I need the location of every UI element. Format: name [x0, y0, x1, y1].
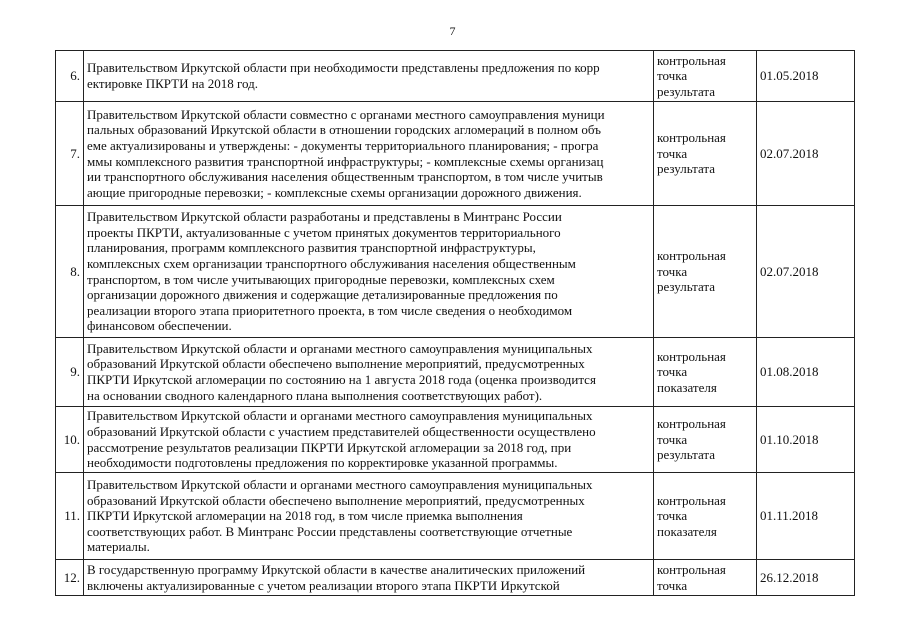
row-description: Правительством Иркутской области и органами местного самоуправления муниципальных образований Иркутской области обеспечено выполнение мероприятий, предусмотренных ПКРТИ Иркутской агломерации на 2018 год, в том числе приемка выполнения соответствующих работ. В Минтранс России представлены соответствующие отчетные материалы.	[84, 473, 654, 560]
table-row	[56, 51, 855, 102]
row-type: контрольная точка результата	[654, 102, 757, 206]
table-row	[56, 560, 855, 596]
row-description: Правительством Иркутской области совместно с органами местного самоуправления муници пальных образований Иркутской области в отношении городских агломераций в полном объ еме актуализированы и утверждены: - документы территориального планирования; - програ ммы комплексного развития транспортной инфраструктуры; - комплексные схемы организац ии транспортного обслуживания населения общественным транспортом, в том числе учитыв ающие пригородные перевозки; - комплексные схемы организации дорожного движения.	[84, 102, 654, 206]
row-date: 01.05.2018	[757, 51, 855, 102]
row-description: В государственную программу Иркутской области в качестве аналитических приложений включены актуализированные с учетом реализации второго этапа ПКРТИ Иркутской	[84, 560, 654, 596]
row-description: Правительством Иркутской области и органами местного самоуправления муниципальных образований Иркутской области с участием представителей общественности осуществлено рассмотрение результатов реализации ПКРТИ Иркутской агломерации за 2018 год, при необходимости подготовлены предложения по корректировке указанной программы.	[84, 407, 654, 473]
row-number: 6.	[56, 51, 84, 102]
row-date: 01.08.2018	[757, 338, 855, 407]
row-type: контрольная точка результата	[654, 206, 757, 338]
control-points-table	[55, 50, 855, 596]
row-type: контрольная точка	[654, 560, 757, 596]
row-number: 8.	[56, 206, 84, 338]
row-number: 9.	[56, 338, 84, 407]
row-date: 02.07.2018	[757, 102, 855, 206]
table-row	[56, 206, 855, 338]
table-row	[56, 407, 855, 473]
table-row	[56, 338, 855, 407]
row-type: контрольная точка результата	[654, 407, 757, 473]
row-description: Правительством Иркутской области при необходимости представлены предложения по корр ектировке ПКРТИ на 2018 год.	[84, 51, 654, 102]
row-number: 7.	[56, 102, 84, 206]
row-date: 02.07.2018	[757, 206, 855, 338]
row-date: 01.11.2018	[757, 473, 855, 560]
row-type: контрольная точка показателя	[654, 473, 757, 560]
row-date: 01.10.2018	[757, 407, 855, 473]
row-number: 11.	[56, 473, 84, 560]
row-number: 10.	[56, 407, 84, 473]
table-row	[56, 102, 855, 206]
row-description: Правительством Иркутской области разработаны и представлены в Минтранс России проекты ПКРТИ, актуализованные с учетом принятых документов территориального планирования, программ комплексного развития транспортной инфраструктуры, комплексных схем организации транспортного обслуживания населения общественным транспортом, в том числе учитывающих пригородные перевозки, комплексных схем организации дорожного движения и содержащие детализированные предложения по реализации второго этапа приоритетного проекта, в том числе сведения о необходимом финансовом обеспечении.	[84, 206, 654, 338]
row-number: 12.	[56, 560, 84, 596]
page-number: 7	[449, 24, 456, 38]
row-type: контрольная точка показателя	[654, 338, 757, 407]
table-row	[56, 473, 855, 560]
row-description: Правительством Иркутской области и органами местного самоуправления муниципальных образований Иркутской области обеспечено выполнение мероприятий, предусмотренных ПКРТИ Иркутской агломерации по состоянию на 1 августа 2018 года (оценка производится на основании сводного календарного плана выполнения соответствующих работ).	[84, 338, 654, 407]
row-type: контрольная точка результата	[654, 51, 757, 102]
row-date: 26.12.2018	[757, 560, 855, 596]
